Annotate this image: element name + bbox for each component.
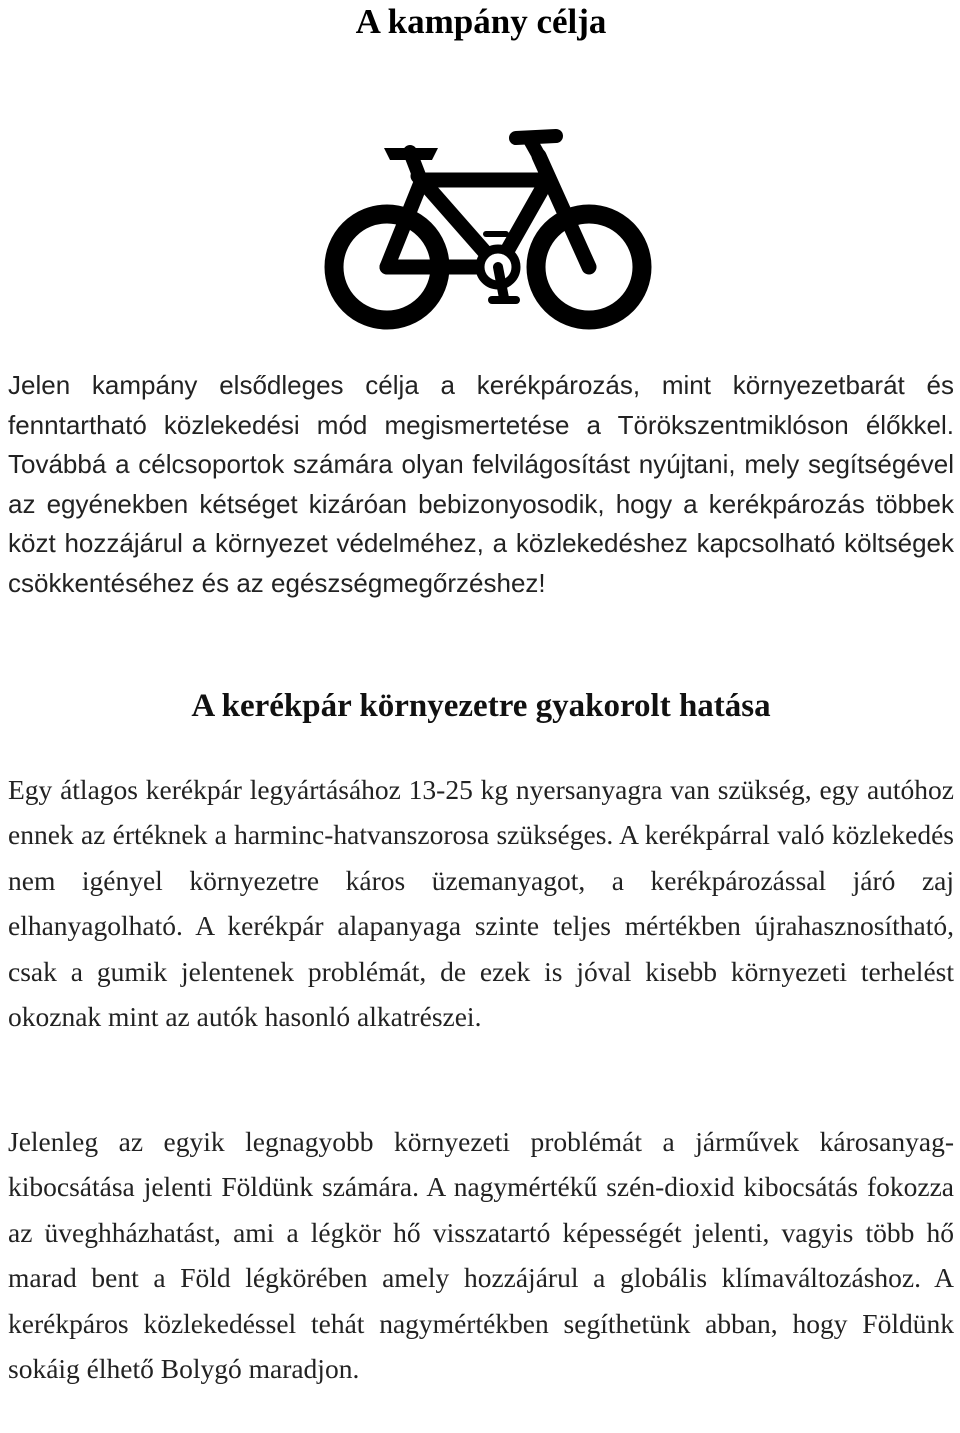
- document-page: [8, 0, 954, 1385]
- section-heading: A kerékpár környezetre gyakorolt hatása: [191, 688, 771, 724]
- section-paragraph-1: Egy átlagos kerékpár legyártásához 13-25 kg nyersanyagra van szükség, egy autóhoz ennek az értéknek a harminc-hatvanszorosa szükséges. A kerékpárral való közlekedés nem igényel környezetre káros üzemanyagot, a kerékpározással járó zaj elhanyagolható. A kerékpár alapanyaga szinte teljes mértékben újrahasznosítható, csak a gumik jelentenek problémát, de ezek is jóval kisebb környezeti terhelést okoznak mint az autók hasonló alkatrészei.: [8, 774, 954, 1033]
- bicycle-icon: [320, 126, 656, 334]
- intro-paragraph: Jelen kampány elsődleges célja a kerékpározás, mint környezetbarát és fenntartható közlekedési mód megismertetése a Törökszentmiklóson élőkkel. Továbbá a célcsoportok számára olyan felvilágosítást nyújtani, mely segítségével az egyénekben kétséget kizáróan bebizonyosodik, hogy a kerékpározás többek közt hozzájárul a környezet védelméhez, a közlekedéshez kapcsolható költségek csökkentéséhez és az egészségmegőrzéshez!: [8, 370, 954, 598]
- section-paragraph-2: Jelenleg az egyik legnagyobb környezeti problémát a járművek károsanyag-kibocsátása jelenti Földünk számára. A nagymértékű szén-dioxid kibocsátás fokozza az üveghházhatást, ami a légkör hő visszatartó képességét jelenti, vagyis több hő marad bent a Föld légkörében amely hozzájárul a globális klímaváltozáshoz. A kerékpáros közlekedéssel tehát nagymértékben segíthetünk abban, hogy Földünk sokáig élhető Bolygó maradjon.: [8, 1126, 954, 1385]
- page-title: A kampány célja: [355, 2, 607, 41]
